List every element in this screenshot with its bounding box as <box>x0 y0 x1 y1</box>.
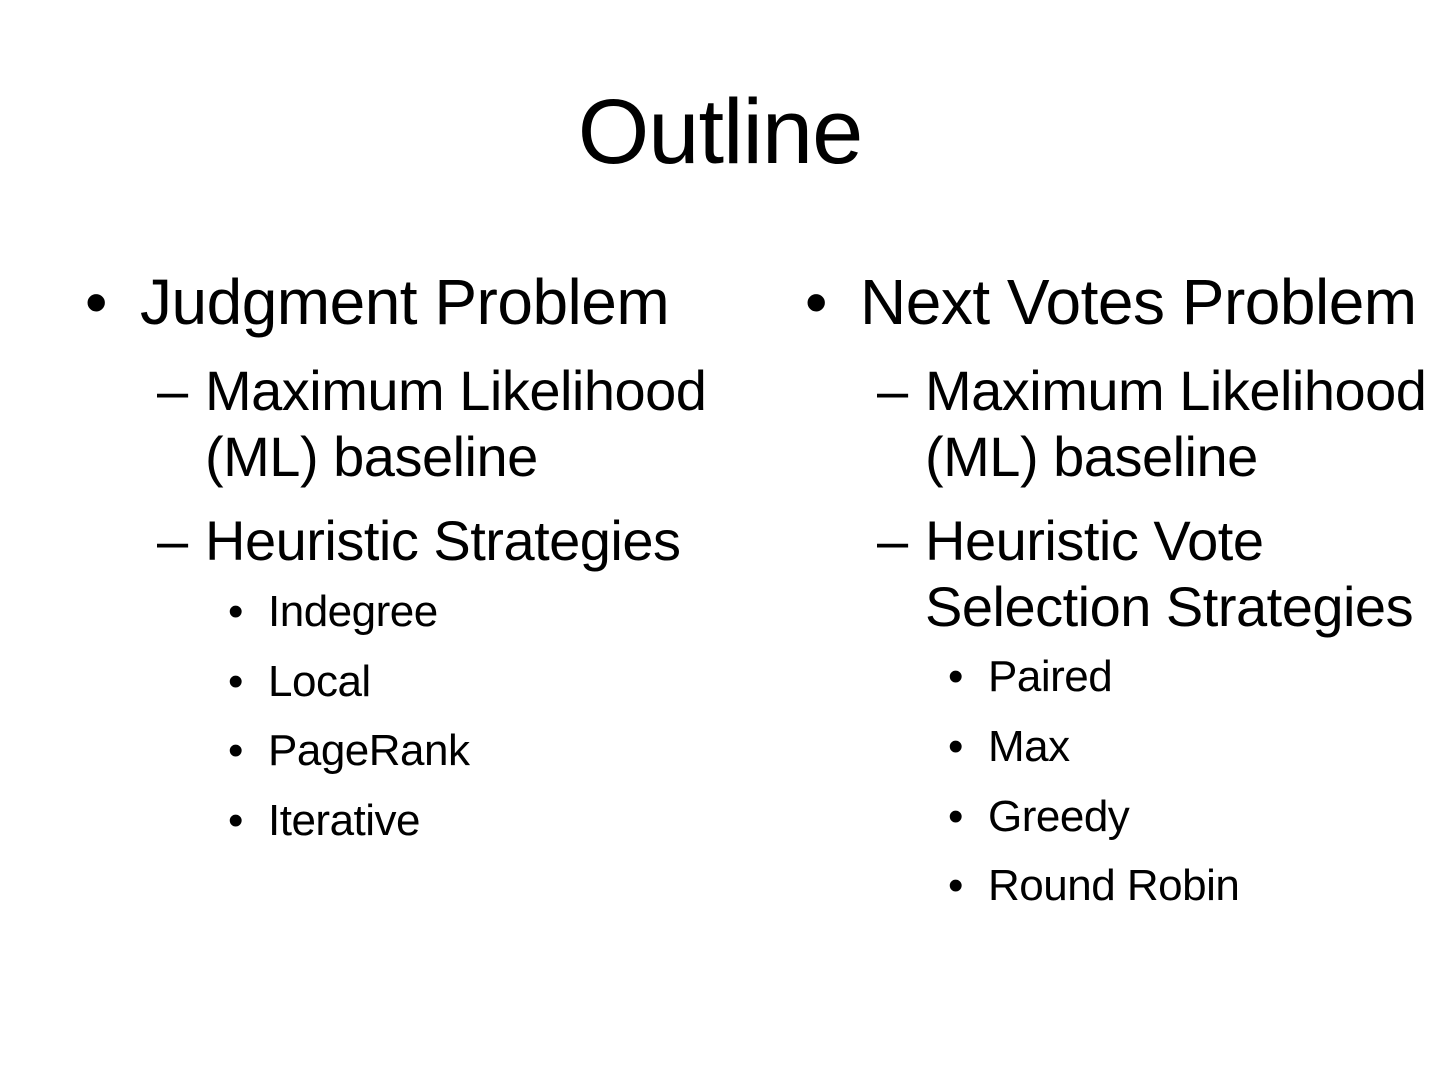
outline-column-left <box>0 266 720 912</box>
list-item <box>805 792 1440 843</box>
list-item-text: Greedy <box>988 791 1130 841</box>
list-item <box>85 657 720 708</box>
bullet-marker: • <box>85 265 107 338</box>
bullet-marker: • <box>805 265 827 338</box>
list-item-text: Paired <box>988 652 1113 702</box>
list-item <box>85 726 720 777</box>
list-item-text: Next Votes Problem <box>860 265 1417 338</box>
list-item-text: Round Robin <box>988 861 1240 911</box>
list-item <box>805 652 1440 703</box>
list-item-text: Iterative <box>268 795 421 845</box>
list-item-text: Maximum Likelihood (ML) baseline <box>925 359 1427 488</box>
list-item <box>805 266 1440 340</box>
bullet-marker: • <box>948 722 963 772</box>
list-item <box>805 508 1440 639</box>
bullet-marker: • <box>228 656 243 706</box>
list-item-text: Judgment Problem <box>140 265 670 338</box>
bullet-marker: • <box>948 791 963 841</box>
dash-marker: – <box>157 509 188 573</box>
bullet-marker: • <box>948 652 963 702</box>
list-item-text: Heuristic Vote Selection Strategies <box>925 509 1414 638</box>
list-item <box>805 722 1440 773</box>
dash-marker: – <box>877 509 908 573</box>
outline-columns <box>0 266 1440 912</box>
list-item <box>85 266 720 340</box>
list-item-text: PageRank <box>268 726 470 776</box>
list-item <box>85 796 720 847</box>
list-item-text: Heuristic Strategies <box>205 509 681 573</box>
list-item <box>805 861 1440 912</box>
bullet-marker: • <box>228 795 243 845</box>
bullet-marker: • <box>228 586 243 636</box>
list-item <box>85 358 720 489</box>
dash-marker: – <box>157 359 188 423</box>
list-item <box>805 358 1440 489</box>
list-item-text: Local <box>268 656 371 706</box>
bullet-marker: • <box>948 861 963 911</box>
list-item <box>85 587 720 638</box>
list-item-text: Indegree <box>268 586 438 636</box>
bullet-marker: • <box>228 726 243 776</box>
list-item-text: Max <box>988 722 1070 772</box>
slide-title: Outline <box>577 81 863 183</box>
list-item-text: Maximum Likelihood (ML) baseline <box>205 359 707 488</box>
outline-column-right <box>720 266 1440 912</box>
list-item <box>85 508 720 574</box>
dash-marker: – <box>877 359 908 423</box>
